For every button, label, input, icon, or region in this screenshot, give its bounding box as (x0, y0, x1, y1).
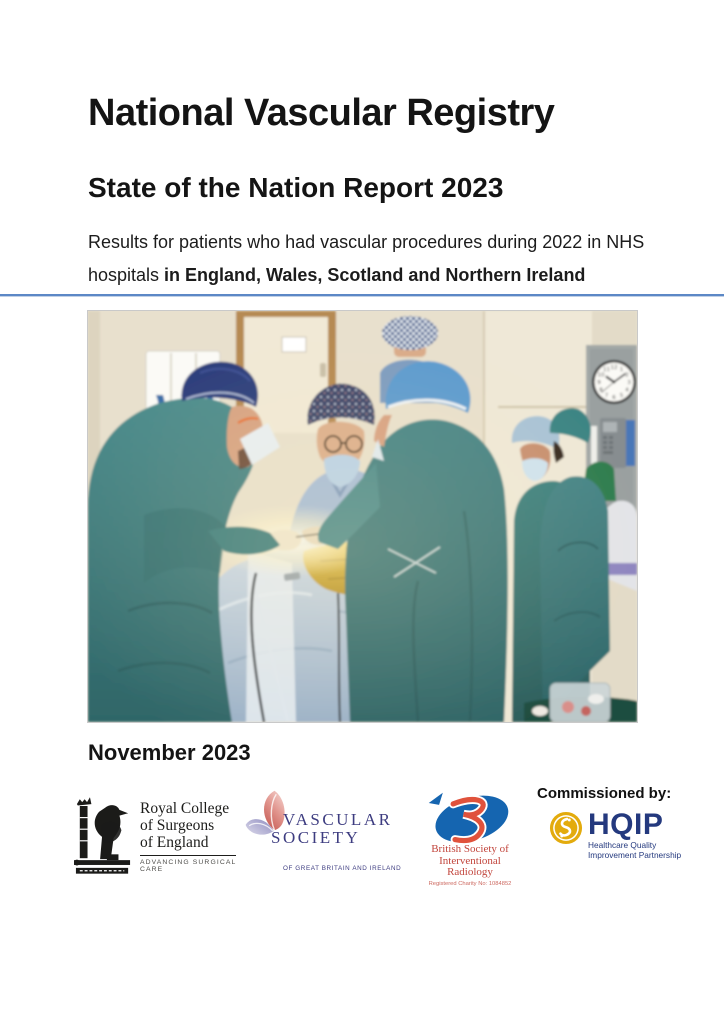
eagle-crest-icon (74, 794, 132, 876)
bsir-logo (418, 786, 524, 886)
clock-numeral: 6 (612, 395, 616, 401)
wall-clock-icon (592, 360, 636, 404)
vs-name-line2: SOCIETY (271, 828, 361, 847)
description-normal: Results for patients who had vascular procedures during 2022 in NHS hospitals (88, 232, 645, 285)
clock-numeral: 12 (610, 365, 618, 371)
bsir-text (418, 844, 522, 879)
rcs-tagline: ADVANCING SURGICAL CARE (140, 859, 237, 873)
bsir-line2: Interventional (439, 854, 501, 867)
clock-numeral: 7 (604, 393, 609, 399)
bsir-line3: Radiology (447, 866, 493, 878)
commissioned-by-label: Commissioned by: (537, 785, 672, 802)
operating-theatre-illustration (88, 311, 637, 722)
vs-tagline: OF GREAT BRITAIN AND IRELAND (283, 865, 402, 872)
publication-date: November 2023 (88, 740, 251, 765)
hqip-block (537, 785, 689, 865)
clock-numeral: 1 (619, 367, 624, 373)
hqip-logo (549, 808, 689, 860)
gold-roundel-icon (549, 811, 583, 845)
clock-numeral: 5 (619, 393, 624, 399)
hqip-tagline-line2: Improvement Partnership (588, 849, 682, 860)
hqip-acronym: HQIP (588, 808, 664, 841)
page-title: National Vascular Registry (88, 92, 555, 134)
clock-numeral: 10 (597, 372, 605, 379)
rcs-rule (140, 855, 236, 856)
bsir-line1: British Society of (431, 843, 509, 855)
clock-numeral: 2 (625, 372, 629, 379)
hqip-tagline-line1: Healthcare Quality (588, 840, 657, 850)
blue-oval-squiggle-icon (424, 788, 516, 848)
bsir-charity-number: Registered Charity No: 1084852 (428, 881, 512, 887)
rcs-logo (74, 794, 242, 882)
cover-photo (88, 311, 637, 722)
vs-name-line1: VASCULAR (283, 810, 393, 829)
page-description (88, 226, 674, 292)
blue-divider-rule (0, 294, 724, 296)
clock-numeral: 3 (627, 380, 631, 386)
rcs-line1: Royal College (140, 800, 230, 817)
description-bold: in England, Wales, Scotland and Northern Ireland (164, 265, 586, 285)
rcs-line2: of Surgeons (140, 817, 215, 834)
vascular-society-logo (243, 784, 403, 878)
clock-numeral: 4 (625, 387, 629, 394)
rcs-text (140, 794, 242, 882)
clock-numeral: 8 (599, 387, 603, 394)
clock-numeral: 9 (597, 380, 601, 386)
rcs-line3: of England (140, 834, 209, 851)
hqip-text (588, 808, 682, 860)
page-subtitle: State of the Nation Report 2023 (88, 172, 504, 203)
clock-numeral: 11 (603, 367, 610, 373)
